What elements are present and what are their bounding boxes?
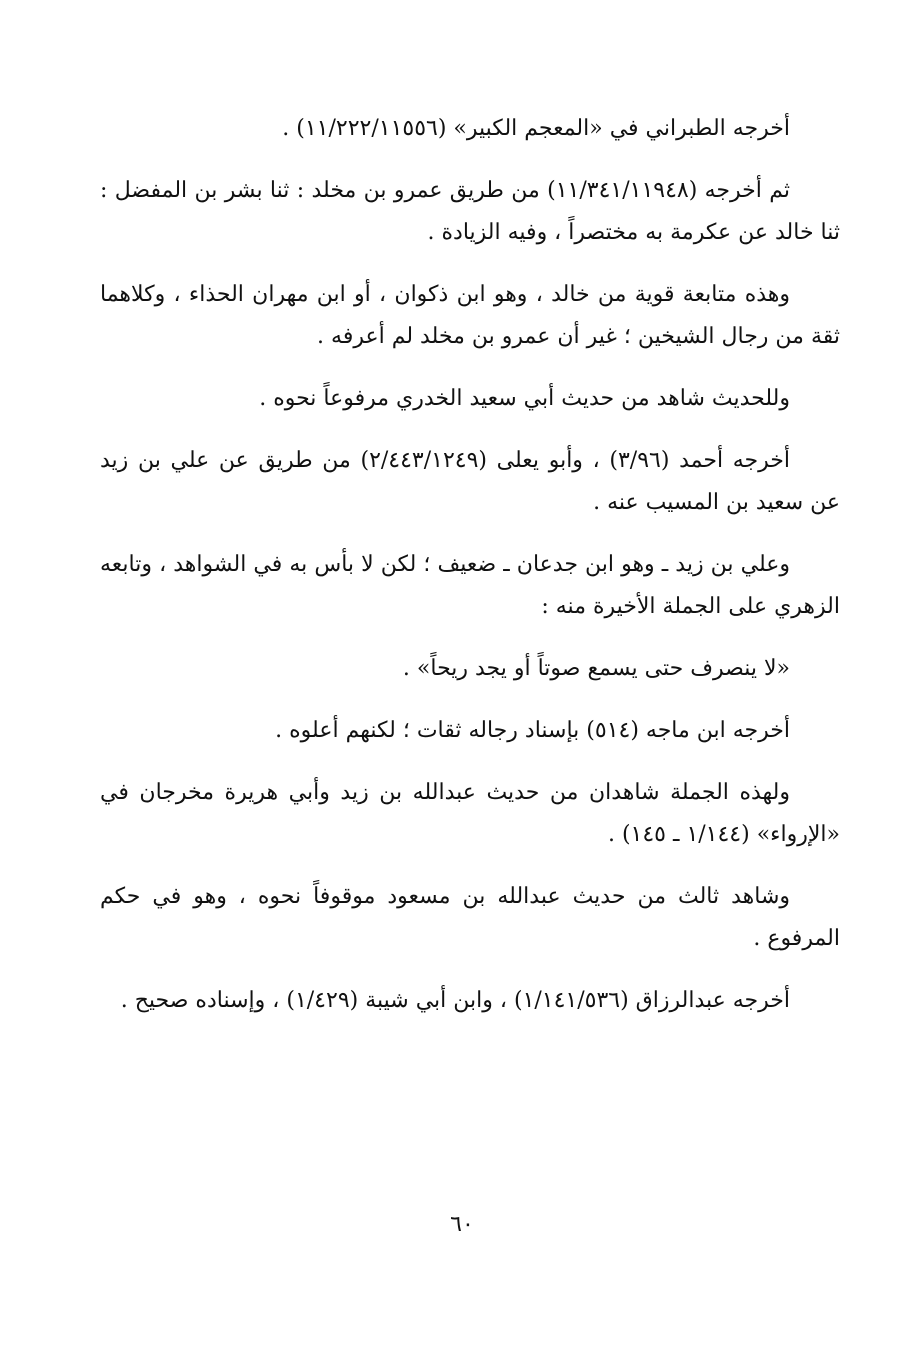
paragraph: أخرجه ابن ماجه (٥١٤) بإسناد رجاله ثقات ؛ لكنهم أعلوه . (275, 718, 790, 743)
paragraph: أخرجه عبدالرزاق (١/١٤١/٥٣٦) ، وابن أبي شيبة (١/٤٢٩) ، وإسناده صحيح . (120, 988, 790, 1013)
paragraph: أخرجه أحمد (٣/٩٦) ، وأبو يعلى (٢/٤٤٣/١٢٤٩) من طريق عن علي بن زيد عن سعيد بن المسيب عنه . (100, 448, 840, 515)
paragraph: أخرجه الطبراني في «المعجم الكبير» (١١/٢٢٢/١١٥٥٦) . (282, 116, 790, 141)
page-number: ٦٠ (450, 1212, 474, 1237)
paragraph: «لا ينصرف حتى يسمع صوتاً أو يجد ريحاً» . (402, 656, 790, 681)
paragraph: وللحديث شاهد من حديث أبي سعيد الخدري مرفوعاً نحوه . (259, 386, 790, 411)
paragraph: ثم أخرجه (١١/٣٤١/١١٩٤٨) من طريق عمرو بن مخلد : ثنا بشر بن المفضل : ثنا خالد عن عكرمة به مختصراً ، وفيه الزيادة . (100, 178, 840, 245)
paragraph: وشاهد ثالث من حديث عبدالله بن مسعود موقوفاً نحوه ، وهو في حكم المرفوع . (100, 884, 840, 951)
paragraph: وهذه متابعة قوية من خالد ، وهو ابن ذكوان ، أو ابن مهران الحذاء ، وكلاهما ثقة من رجال الشيخين ؛ غير أن عمرو بن مخلد لم أعرفه . (100, 282, 840, 349)
paragraph: وعلي بن زيد ـ وهو ابن جدعان ـ ضعيف ؛ لكن لا بأس به في الشواهد ، وتابعه الزهري على الجملة الأخيرة منه : (100, 552, 840, 619)
body-text (100, 108, 840, 1042)
paragraph: ولهذه الجملة شاهدان من حديث عبدالله بن زيد وأبي هريرة مخرجان في «الإرواء» (١/١٤٤ ـ ١٤٥) . (100, 780, 840, 847)
